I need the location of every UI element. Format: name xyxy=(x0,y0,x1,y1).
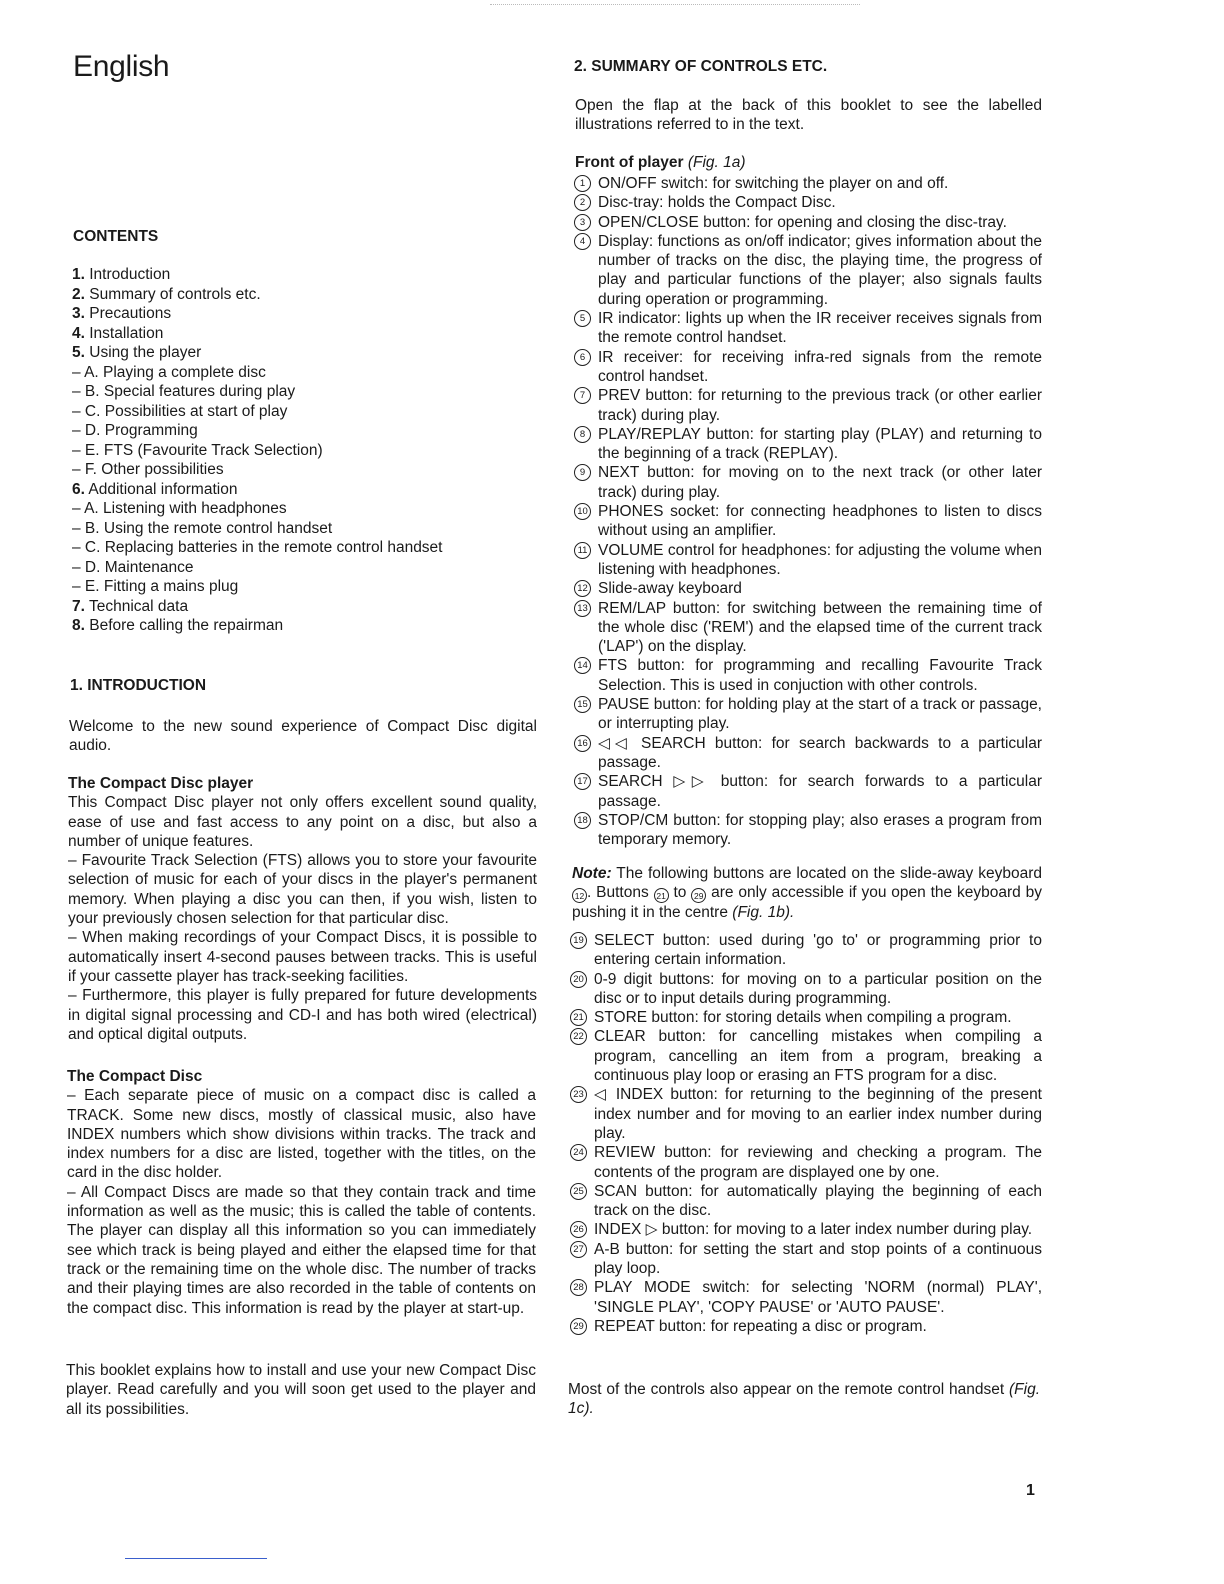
control-item xyxy=(574,193,1042,212)
control-number-badge: 25 xyxy=(570,1183,587,1200)
control-description: SEARCH ▷▷ button: for search forwards to a particular passage. xyxy=(598,773,1042,810)
control-item xyxy=(570,970,1042,1009)
contents-item xyxy=(72,519,443,539)
front-heading: Front of player xyxy=(575,154,684,171)
contents-item xyxy=(72,480,443,500)
contents-item xyxy=(72,460,443,480)
control-description: NEXT button: for moving on to the next track (or other later track) during play. xyxy=(598,464,1042,501)
note-label: Note: xyxy=(572,865,612,882)
control-number-badge: 2 xyxy=(574,194,591,211)
control-number-badge: 3 xyxy=(574,214,591,231)
contents-item-text: Installation xyxy=(89,324,164,342)
control-description: VOLUME control for headphones: for adjusting the volume when listening with headphones. xyxy=(598,541,1042,578)
control-number-badge: 10 xyxy=(574,503,591,520)
control-number-badge: 12 xyxy=(574,580,591,597)
scan-artifact-marks xyxy=(490,4,860,7)
control-number-badge: 26 xyxy=(570,1221,587,1238)
control-number-badge: 21 xyxy=(570,1009,587,1026)
control-number-badge: 20 xyxy=(570,971,587,988)
control-description: Display: functions as on/off indicator; gives information about the number of tracks on the disc, the playing time, the progress of play and particular functions of the player; also signals faults during operation or programming. xyxy=(598,232,1042,308)
contents-item-text: – B. Special features during play xyxy=(72,383,296,400)
note-ref-21: 21 xyxy=(654,888,669,903)
control-description: PAUSE button: for holding play at the start of a track or passage, or interrupting play. xyxy=(598,696,1042,733)
control-item xyxy=(574,463,1042,502)
control-number-badge: 13 xyxy=(574,600,591,617)
note-ref-29: 29 xyxy=(691,888,706,903)
contents-item-text: – E. Fitting a mains plug xyxy=(72,578,239,595)
player-paragraph-2: – Favourite Track Selection (FTS) allows you to store your favourite selection of music for each of your discs in the player's permanent memory. When playing a disc you can then, if you wish, listen to your previously chosen selection for that particular disc. xyxy=(68,852,537,928)
control-item xyxy=(570,1182,1042,1221)
disc-section xyxy=(67,1067,536,1318)
contents-item-number: 7. xyxy=(72,597,85,615)
control-number-badge: 7 xyxy=(574,387,591,404)
welcome-paragraph: Welcome to the new sound experience of Compact Disc digital audio. xyxy=(69,718,537,755)
contents-item xyxy=(72,616,443,636)
player-paragraph-3: – When making recordings of your Compact Discs, it is possible to automatically insert 4-second pauses between tracks. This is useful if your cassette player has track-seeking facilities. xyxy=(68,929,537,985)
contents-item-text: Additional information xyxy=(88,480,238,498)
control-item xyxy=(574,811,1042,850)
player-section xyxy=(68,774,537,1044)
control-number-badge: 16 xyxy=(574,735,591,752)
player-paragraph-1: This Compact Disc player not only offers excellent sound quality, ease of use and fast access to any point on a disc, but also a number of unique features. xyxy=(68,794,537,850)
contents-item xyxy=(72,558,443,578)
contents-item xyxy=(72,324,443,344)
control-number-badge: 18 xyxy=(574,812,591,829)
control-item xyxy=(574,309,1042,348)
contents-item xyxy=(72,265,443,285)
control-item xyxy=(574,541,1042,580)
control-number-badge: 1 xyxy=(574,175,591,192)
control-description: STORE button: for storing details when compiling a program. xyxy=(594,1009,1012,1027)
control-item xyxy=(574,348,1042,387)
control-number-badge: 9 xyxy=(574,464,591,481)
control-item xyxy=(574,734,1042,773)
contents-item-text: – C. Possibilities at start of play xyxy=(72,402,288,420)
player-paragraph-4: – Furthermore, this player is fully prepared for future developments in digital signal processing and CD-I and has both wired (electrical) and optical digital outputs. xyxy=(68,987,537,1043)
contents-item-text: – E. FTS (Favourite Track Selection) xyxy=(72,441,323,459)
control-description: CLEAR button: for cancelling mistakes when compiling a program, cancelling an item from a program, breaking a continuous play loop or erasing an FTS program for a disc. xyxy=(594,1028,1042,1085)
control-description: PREV button: for returning to the previous track (or other earlier track) during play. xyxy=(598,387,1042,424)
contents-item xyxy=(72,499,443,519)
control-description: REM/LAP button: for switching between the remaining time of the whole disc ('REM') and the elapsed time of the current track ('LAP') on the display. xyxy=(598,599,1042,656)
control-description: IR receiver: for receiving infra-red signals from the remote control handset. xyxy=(598,348,1042,385)
control-description: OPEN/CLOSE button: for opening and closing the disc-tray. xyxy=(598,213,1007,231)
contents-item xyxy=(72,343,443,363)
control-description: A-B button: for setting the start and stop points of a continuous play loop. xyxy=(594,1240,1042,1278)
control-description: IR indicator: lights up when the IR receiver receives signals from the remote control handset. xyxy=(598,310,1042,347)
summary-intro: Open the flap at the back of this booklet to see the labelled illustrations referred to in the text. xyxy=(575,97,1042,134)
contents-item-text: Summary of controls etc. xyxy=(89,285,261,303)
control-number-badge: 15 xyxy=(574,696,591,713)
control-number-badge: 17 xyxy=(574,773,591,790)
contents-item xyxy=(72,597,443,617)
control-item xyxy=(570,1143,1042,1182)
note-text-1: The following buttons are located on the slide-away keyboard xyxy=(616,865,1042,882)
note-paragraph xyxy=(572,864,1042,923)
player-subheading: The Compact Disc player xyxy=(68,775,254,792)
control-item xyxy=(574,174,1042,193)
control-item xyxy=(574,599,1042,657)
control-description: REPEAT button: for repeating a disc or program. xyxy=(594,1317,927,1335)
control-number-badge: 14 xyxy=(574,657,591,674)
control-number-badge: 28 xyxy=(570,1279,587,1296)
contents-item-number: 2. xyxy=(72,285,85,303)
contents-item-number: 5. xyxy=(72,344,85,361)
control-number-badge: 27 xyxy=(570,1241,587,1258)
note-fig-ref: (Fig. 1b). xyxy=(732,904,795,922)
control-number-badge: 5 xyxy=(574,310,591,327)
page-number: 1 xyxy=(1026,1482,1035,1499)
disc-paragraph-2: – All Compact Discs are made so that they contain track and time information as well as the music; this is called the table of contents. The player can display all this information so you can immediately see which track is being played and either the elapsed time for that track or the remaining time on the whole disc. The number of tracks and their playing times are also recorded in the table of contents on the compact disc. This information is read by the player at start-up. xyxy=(67,1183,536,1317)
summary-heading: 2. SUMMARY OF CONTROLS ETC. xyxy=(574,58,828,75)
control-item xyxy=(570,1008,1042,1027)
contents-item xyxy=(72,363,443,383)
contents-item-text: Before calling the repairman xyxy=(89,617,284,634)
control-item xyxy=(574,772,1042,811)
contents-item xyxy=(72,421,443,441)
control-item xyxy=(574,232,1042,309)
front-heading-line xyxy=(575,153,1042,172)
control-item xyxy=(574,213,1042,232)
control-item xyxy=(574,502,1042,541)
contents-item-number: 6. xyxy=(72,480,85,498)
control-item xyxy=(574,425,1042,464)
control-description: Slide-away keyboard xyxy=(598,580,742,598)
contents-item-number: 1. xyxy=(72,266,85,283)
language-title: English xyxy=(73,50,170,83)
control-item xyxy=(570,1240,1042,1279)
control-item xyxy=(574,656,1042,695)
contents-item-text: – D. Maintenance xyxy=(72,558,194,576)
control-description: ON/OFF switch: for switching the player on and off. xyxy=(598,175,949,192)
control-description: PHONES socket: for connecting headphones to listen to discs without using an amplifier. xyxy=(598,503,1042,540)
contents-item-text: Technical data xyxy=(88,597,189,615)
contents-item xyxy=(72,304,443,324)
control-description: STOP/CM button: for stopping play; also erases a program from temporary memory. xyxy=(598,811,1042,849)
controls-list-front xyxy=(574,174,1042,849)
contents-item-number: 4. xyxy=(72,324,85,342)
front-fig-ref: (Fig. 1a) xyxy=(687,154,746,171)
control-description: FTS button: for programming and recalling Favourite Track Selection. This is used in conjuction with other controls. xyxy=(598,657,1042,694)
contents-item xyxy=(72,441,443,461)
contents-item-text: – C. Replacing batteries in the remote control handset xyxy=(72,539,443,556)
control-description: INDEX ▷ button: for moving to a later index number during play. xyxy=(594,1221,1033,1239)
closing-paragraph: This booklet explains how to install and use your new Compact Disc player. Read carefully and you will soon get used to the player and all its possibilities. xyxy=(66,1362,536,1418)
control-item xyxy=(570,931,1042,970)
contents-item-number: 3. xyxy=(72,305,85,322)
control-number-badge: 22 xyxy=(570,1028,587,1045)
contents-item xyxy=(72,285,443,305)
contents-item xyxy=(72,577,443,597)
control-description: REVIEW button: for reviewing and checking a program. The contents of the program are displayed one by one. xyxy=(594,1144,1042,1181)
control-number-badge: 24 xyxy=(570,1144,587,1161)
control-description: PLAY/REPLAY button: for starting play (PLAY) and returning to the beginning of a track (REPLAY). xyxy=(598,425,1042,463)
control-number-badge: 11 xyxy=(574,542,591,559)
contents-item-text: Precautions xyxy=(89,305,172,322)
disc-subheading: The Compact Disc xyxy=(67,1068,203,1085)
control-number-badge: 4 xyxy=(574,233,591,250)
control-description: ◁◁ SEARCH button: for search backwards to a particular passage. xyxy=(598,734,1042,771)
contents-item-text: – A. Listening with headphones xyxy=(72,500,287,517)
contents-item-text: – B. Using the remote control handset xyxy=(72,519,333,537)
control-item xyxy=(570,1278,1042,1317)
note-text-2: . Buttons xyxy=(587,884,649,902)
note-text-3: to xyxy=(673,884,687,902)
control-number-badge: 6 xyxy=(574,349,591,366)
control-number-badge: 8 xyxy=(574,426,591,443)
control-description: ◁ INDEX button: for returning to the beginning of the present index number and for moving to an earlier index number during play. xyxy=(594,1086,1042,1142)
control-item xyxy=(570,1027,1042,1085)
contents-item-text: – F. Other possibilities xyxy=(72,461,224,478)
controls-list-keyboard xyxy=(570,931,1042,1336)
note-ref-12: 12 xyxy=(572,888,587,903)
control-description: SCAN button: for automatically playing the beginning of each track on the disc. xyxy=(594,1182,1042,1220)
contents-item-text: Using the player xyxy=(89,344,202,361)
control-item xyxy=(570,1317,1042,1336)
control-description: PLAY MODE switch: for selecting 'NORM (normal) PLAY', 'SINGLE PLAY', 'COPY PAUSE' or 'AUTO PAUSE'. xyxy=(594,1279,1042,1316)
summary-closing-fig: (Fig. 1c). xyxy=(568,1381,1040,1418)
contents-item-text: Introduction xyxy=(89,266,171,283)
footer-rule xyxy=(125,1558,267,1559)
contents-item-text: – A. Playing a complete disc xyxy=(72,363,266,381)
control-item xyxy=(574,579,1042,598)
control-item xyxy=(570,1220,1042,1239)
contents-item xyxy=(72,538,443,558)
control-description: 0-9 digit buttons: for moving on to a particular position on the disc or to input details during programming. xyxy=(594,970,1042,1007)
control-description: Disc-tray: holds the Compact Disc. xyxy=(598,194,836,212)
summary-closing-text: Most of the controls also appear on the remote control handset xyxy=(568,1381,1005,1398)
control-number-badge: 23 xyxy=(570,1086,587,1103)
contents-item xyxy=(72,402,443,422)
control-item xyxy=(574,695,1042,734)
disc-paragraph-1: – Each separate piece of music on a compact disc is called a TRACK. Some new discs, mostly of classical music, also have INDEX numbers which show divisions within tracks. The track and index numbers for a disc are listed, together with the titles, on the card in the disc holder. xyxy=(67,1087,536,1182)
summary-closing xyxy=(568,1380,1040,1419)
note-text-4: are only accessible if you open the keyboard by pushing it in the centre xyxy=(572,884,1042,922)
control-item xyxy=(570,1085,1042,1143)
introduction-heading: 1. INTRODUCTION xyxy=(70,677,207,694)
contents-item xyxy=(72,382,443,402)
contents-item-number: 8. xyxy=(72,617,85,634)
control-description: SELECT button: used during 'go to' or programming prior to entering certain information. xyxy=(594,932,1042,969)
contents-heading: CONTENTS xyxy=(73,228,159,245)
contents-item-text: – D. Programming xyxy=(72,422,198,439)
contents-list xyxy=(72,265,443,636)
control-item xyxy=(574,386,1042,425)
control-number-badge: 29 xyxy=(570,1318,587,1335)
control-number-badge: 19 xyxy=(570,932,587,949)
